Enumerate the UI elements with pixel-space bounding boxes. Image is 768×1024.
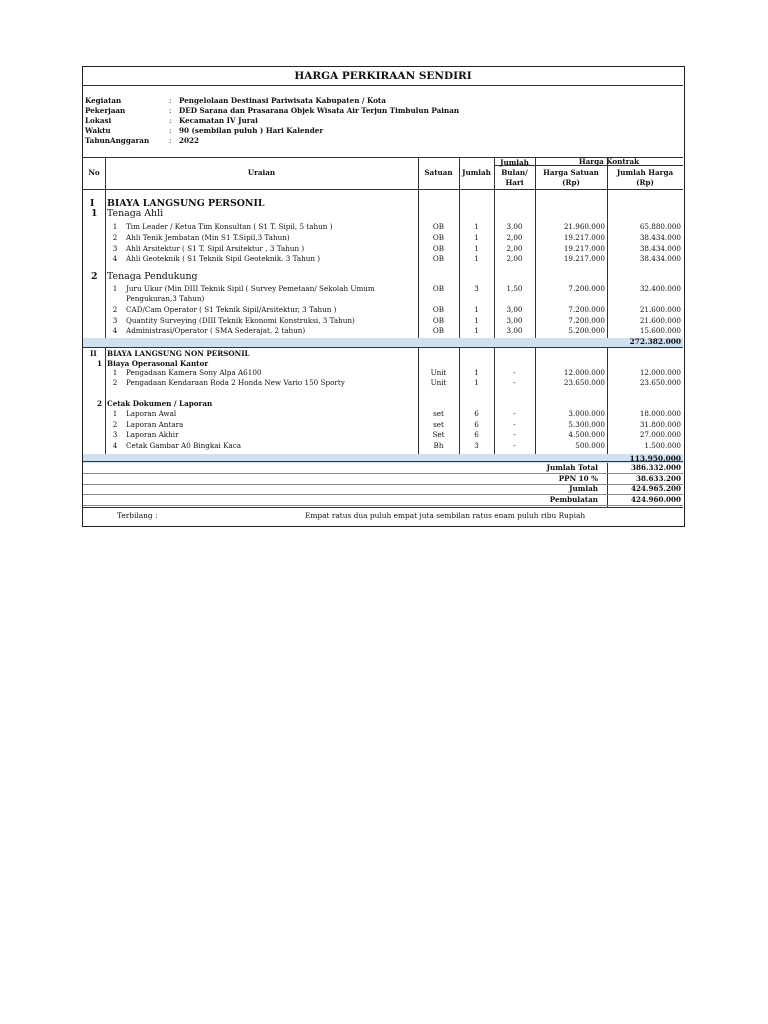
item-jumlah-harga: 21.600.000 [639,305,681,314]
item-harga-satuan: 5.200.000 [568,326,605,335]
item-number: 1 [112,222,118,231]
item-uraian: Juru Ukur (Min DIII Teknik Sipil ( Survey Pemetaan/ Sekolah Umum [126,284,375,293]
subsection-title: Tenaga Ahli [107,208,164,219]
item-satuan: OB [432,254,445,263]
header-bulan-jumlah: Jumlah [500,158,529,167]
item-bulan: - [513,441,516,450]
item-number: 2 [112,420,118,429]
info-label: Kegiatan [85,96,122,105]
summary-label: Pembulatan [549,494,598,504]
item-bulan: - [513,368,516,377]
item-harga-satuan: 12.000.000 [563,368,605,377]
summary-value: 386.332.000 [630,463,681,472]
info-value: 2022 [179,136,200,145]
subsection-no: 2 [97,399,103,408]
terbilang-label: Terbilang : [117,511,158,520]
item-harga-satuan: 23.650.000 [563,378,605,387]
item-jumlah-harga: 38.434.000 [639,233,681,242]
item-uraian: Cetak Gambar A0 Bingkai Kaca [126,441,242,450]
subtotal-band [83,338,683,347]
terbilang-text: Empat ratus dua puluh empat juta sembilan ratus enam puluh ribu Rupiah [305,511,586,520]
summary-label: Jumlah [569,484,598,493]
info-separator: : [169,126,172,135]
info-label: Waktu [85,126,111,135]
item-number: 3 [112,316,118,325]
item-number: 4 [112,254,118,263]
item-jumlah-harga: 65.880.000 [639,222,681,231]
divider [83,507,683,508]
item-uraian: Laporan Awal [126,409,177,418]
item-harga-satuan: 19.217.000 [563,233,605,242]
item-satuan: OB [432,233,445,242]
item-satuan: OB [432,326,445,335]
item-bulan: 2,00 [506,244,523,253]
item-number: 3 [112,430,118,439]
info-label: Lokasi [85,116,112,125]
item-satuan: OB [432,305,445,314]
item-jumlah: 1 [474,233,479,242]
item-bulan: - [513,409,516,418]
header-jumlah: Jumlah [462,168,491,177]
document-title: HARGA PERKIRAAN SENDIRI [294,70,472,82]
section-title: BIAYA LANGSUNG NON PERSONIL [107,349,250,358]
item-jumlah: 1 [474,326,479,335]
item-number: 4 [112,441,118,450]
item-harga-satuan: 19.217.000 [563,254,605,263]
divider [83,461,683,462]
item-jumlah: 6 [474,430,479,439]
item-satuan: OB [432,244,445,253]
item-jumlah: 1 [474,254,479,263]
item-number: 1 [112,409,118,418]
info-separator: : [169,116,172,125]
item-number: 2 [112,305,118,314]
item-bulan: 3,00 [506,326,523,335]
section-no: I [90,198,95,209]
info-value: Kecamatan IV Jurai [179,116,258,125]
item-harga-satuan: 19.217.000 [563,244,605,253]
item-harga-satuan: 5.300.000 [568,420,605,429]
item-harga-satuan: 500.000 [575,441,605,450]
item-bulan: 1,50 [506,284,523,293]
info-separator: : [169,96,172,105]
item-jumlah: 1 [474,378,479,387]
item-jumlah-harga: 1.500.000 [644,441,681,450]
item-uraian: Tim Leader / Ketua Tim Konsultan ( S1 T. Sipil, 5 tahun ) [126,222,333,231]
summary-label: Jumlah Total [546,463,598,472]
item-harga-satuan: 7.200.000 [568,284,605,293]
item-jumlah-harga: 38.434.000 [639,254,681,263]
header-uraian: Uraian [247,168,276,177]
divider [83,505,683,506]
item-jumlah-harga: 12.000.000 [639,368,681,377]
header-no: No [88,168,100,177]
item-jumlah: 3 [474,441,479,450]
item-jumlah: 6 [474,420,479,429]
subsection-title: Tenaga Pendukung [107,271,198,282]
item-number: 3 [112,244,118,253]
item-satuan: OB [432,284,445,293]
item-bulan: - [513,430,516,439]
subtotal-value: 113.950.000 [629,454,681,463]
subsection-no: 1 [97,359,103,368]
item-harga-satuan: 4.500.000 [568,430,605,439]
summary-value: 38.633.200 [635,473,681,483]
item-uraian: Ahli Arsitektur ( S1 T. Sipil Arsitektur , 3 Tahun ) [126,244,305,253]
info-value: DED Sarana dan Prasarana Objek Wisata Air Terjun Timbulun Painan [179,106,460,115]
info-separator: : [169,106,172,115]
item-satuan: set [433,420,444,429]
item-jumlah-harga: 23.650.000 [639,378,681,387]
item-number: 2 [112,233,118,242]
item-satuan: Set [432,430,445,439]
subsection-title: Cetak Dokumen / Laporan [107,399,213,408]
item-satuan: OB [432,316,445,325]
item-bulan: - [513,420,516,429]
item-uraian: Laporan Antara [126,420,184,429]
item-satuan: set [433,409,444,418]
item-jumlah: 1 [474,305,479,314]
item-satuan: Unit [430,378,447,387]
column-line [105,157,106,461]
item-jumlah-harga: 21.600.000 [639,316,681,325]
item-uraian: Laporan Akhir [126,430,179,439]
divider [83,347,683,348]
item-jumlah-harga: 38.434.000 [639,244,681,253]
item-jumlah: 1 [474,316,479,325]
divider [83,189,683,190]
header-hari: Hari [505,178,524,187]
info-value: 90 (sembilan puluh ) Hari Kalender [179,126,324,135]
item-satuan: OB [432,222,445,231]
item-harga-satuan: 21.960.000 [563,222,605,231]
header-harga-kontrak: Harga Kontrak [578,157,640,166]
item-uraian: Administrasi/Operator ( SMA Sederajat, 2 tahun) [126,326,306,335]
item-jumlah-harga: 32.400.000 [639,284,681,293]
hps-document [82,66,685,527]
section-title: BIAYA LANGSUNG PERSONIL [107,198,265,209]
item-uraian: Pengadaan Kamera Sony Alpa A6100 [126,368,262,377]
item-bulan: 3,00 [506,316,523,325]
subsection-no: 2 [91,271,98,282]
info-value: Pengelolaan Destinasi Pariwisata Kabupaten / Kota [179,96,386,105]
info-separator: : [169,136,172,145]
item-jumlah: 3 [474,284,479,293]
subtotal-value: 272.382.000 [629,337,681,346]
summary-label: PPN 10 % [558,473,598,483]
item-jumlah-harga: 15.600.000 [639,326,681,335]
item-bulan: - [513,378,516,387]
item-bulan: 3,00 [506,305,523,314]
info-label: TahunAnggaran [85,136,150,145]
item-uraian: Quantity Surveying (DIII Teknik Ekonomi Konstruksi, 3 Tahun) [126,316,355,325]
section-no: II [90,349,97,358]
header-harga-satuan-unit: (Rp) [562,178,580,187]
item-jumlah: 1 [474,244,479,253]
item-jumlah: 1 [474,368,479,377]
info-label: Pekerjaan [85,106,126,115]
divider [83,85,683,86]
header-jumlah-harga-unit: (Rp) [636,178,654,187]
item-number: 1 [112,284,118,293]
header-bulan: Bulan/ [501,168,528,177]
subsection-title: Biaya Operasonal Kantor [107,359,209,368]
item-jumlah: 1 [474,222,479,231]
item-bulan: 3,00 [506,222,523,231]
item-uraian: CAD/Cam Operator ( S1 Teknik Sipil/Arsitektur, 3 Tahun ) [126,305,337,314]
header-satuan: Satuan [424,168,453,177]
subsection-no: 1 [91,208,98,219]
item-harga-satuan: 3.000.000 [568,409,605,418]
item-uraian: Ahli Geoteknik ( S1 Teknik Sipil Geoteknik. 3 Tahun ) [126,254,321,263]
item-satuan: Bh [433,441,444,450]
item-harga-satuan: 7.200.000 [568,316,605,325]
item-number: 4 [112,326,118,335]
item-bulan: 2,00 [506,254,523,263]
item-harga-satuan: 7.200.000 [568,305,605,314]
header-jumlah-harga: Jumlah Harga [616,168,674,177]
item-jumlah-harga: 27.000.000 [639,430,681,439]
item-bulan: 2,00 [506,233,523,242]
summary-value: 424.965.200 [630,484,681,493]
item-number: 1 [112,368,118,377]
header-harga-satuan: Harga Satuan [543,168,599,177]
summary-value: 424.960.000 [630,494,681,504]
item-uraian: Ahli Tenik Jembatan (Min S1 T.Sipil,3 Tahun) [126,233,290,242]
item-uraian-cont: Pengukuran,3 Tahun) [126,294,205,303]
item-jumlah-harga: 18.000.000 [639,409,681,418]
item-satuan: Unit [430,368,447,377]
item-jumlah-harga: 31.800.000 [639,420,681,429]
item-uraian: Pengadaan Kendaraan Roda 2 Honda New Vario 150 Sporty [126,378,345,387]
item-number: 2 [112,378,118,387]
item-jumlah: 6 [474,409,479,418]
